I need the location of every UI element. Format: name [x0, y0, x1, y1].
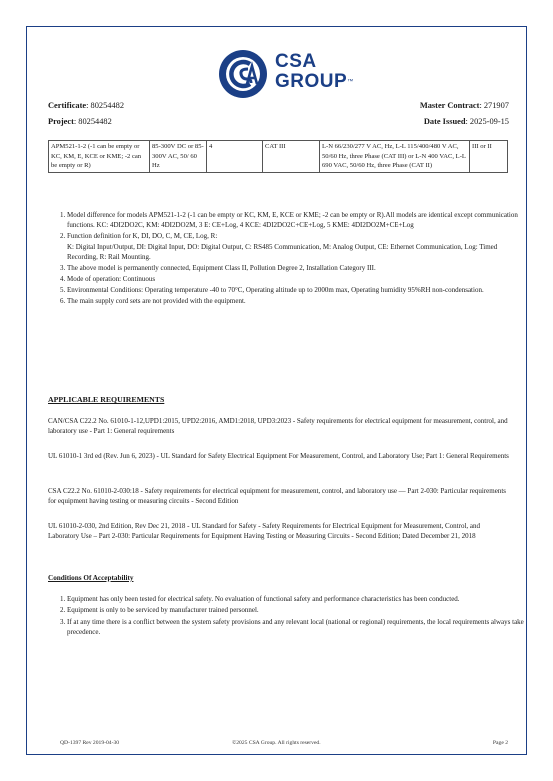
certificate-line: Certificate: 80254482	[48, 101, 125, 110]
requirement-item: CAN/CSA C22.2 No. 61010-1-12,UPD1:2015, UPD2:2016, AMD1:2018, UPD3:2023 - Safety requirements for electrical equipment for measurement, control, and laboratory use - Part 1: General requirements	[48, 417, 508, 436]
table-row	[49, 141, 508, 173]
list-item: 2. Equipment is only to be serviced by manufacturer trained personnel.	[67, 605, 529, 615]
note-detail: K: Digital Input/Output, DI: Digital Input, DO: Digital Output, C: RS485 Communication, M: Analog Output, CE: Ethernet Communication, Log: Timed Recording, R: Rail Mounting.	[67, 242, 498, 262]
model-rating-table	[48, 140, 508, 173]
page-border	[26, 26, 527, 755]
date-issued-line: Date Issued: 2025-09-15	[423, 117, 509, 126]
footer-page-number: Page 2	[492, 740, 508, 746]
table-cell-measurement: L-N 66/230/277 V AC, Hz, L-L 115/400/480 V AC, 50/60 Hz, three Phase (CAT III) or L-N 400 VAC, L-L 690 VAC, 50/60 Hz, three Phase (CAT II)	[320, 141, 470, 173]
note-text: Function definition for K, DI, DO, C, M, CE, Log, R:	[67, 232, 218, 241]
list-item: 3. If at any time there is a conflict between the system safety provisions and any relevant local (national or regional) requirements, the local requirements always take precedence.	[67, 617, 529, 638]
requirement-item: CSA C22.2 No. 61010-2-030:18 - Safety requirements for electrical equipment for measurement, control, and laboratory use — Part 2-030: Particular requirements for equipment having testing or measuring circuits - Second Edition	[48, 487, 506, 506]
table-cell-input: 85-300V DC or 85-300V AC, 50/ 60 Hz	[150, 141, 207, 173]
conditions-list	[48, 594, 529, 639]
master-contract-line: Master Contract: 271907	[419, 101, 509, 110]
conditions-heading: Conditions Of Acceptability	[48, 574, 134, 582]
list-item	[67, 231, 529, 262]
model-notes-list	[48, 210, 529, 307]
list-item: 3. The above model is permanently connected, Equipment Class II, Pollution Degree 2, Installation Category III.	[67, 263, 529, 273]
csa-group-wordmark: CSA GROUP™	[275, 51, 354, 92]
list-item: 1. Equipment has only been tested for electrical safety. No evaluation of functional safety and performance characteristics has been conducted.	[67, 594, 529, 604]
csa-seal-icon	[217, 48, 269, 100]
table-cell-model: APM521-1-2 (-1 can be empty or KC, KM, E, KCE or KME; -2 can be empty or R)	[49, 141, 150, 173]
table-cell-value: 4	[207, 141, 263, 173]
project-line: Project: 80254482	[48, 117, 112, 126]
table-cell-class: III or II	[470, 141, 508, 173]
applicable-requirements-heading: APPLICABLE REQUIREMENTS	[48, 395, 165, 404]
footer-form-id: QD-1397 Rev 2019-04-30	[60, 740, 120, 746]
list-item: 1. Model difference for models APM521-1-2 (-1 can be empty or KC, KM, E, KCE or KME; -2 can be empty or R).All models are identical except communication functions. KC: 4DI2DO2C, KM: 4DI2DO2M, 3 E: CE+Log, 4 KCE: 4DI2DO2C+CE+Log, 5 KME: 4DI2DO2M+CE+Log	[67, 210, 529, 231]
csa-group-logo	[217, 48, 354, 100]
table-cell-category: CAT III	[263, 141, 320, 173]
requirement-item: UL 61010-2-030, 2nd Edition, Rev Dec 21, 2018 - UL Standard for Safety - Safety Requirements for Electrical Equipment for Measurement, Control, and Laboratory Use – Part 2-030: Particular Requirements for Equipment Having Testing or Measuring Circuits - Second Edition; Dated December 21, 2018	[48, 522, 481, 541]
list-item: 4. Mode of operation: Continuous	[67, 274, 529, 284]
requirement-item: UL 61010-1 3rd ed (Rev. Jun 6, 2023) - UL Standard for Safety Electrical Equipment For Measurement, Control, and Laboratory Use; Part 1: General Requirements	[48, 452, 509, 460]
footer-copyright: ©2025 CSA Group. All rights reserved.	[232, 740, 321, 746]
list-item: 5. Environmental Conditions: Operating temperature -40 to 70°C, Operating altitude up to 2000m max, Operating humidity 95%RH non-condensation.	[67, 285, 529, 295]
list-item: 6. The main supply cord sets are not provided with the equipment.	[67, 296, 529, 306]
